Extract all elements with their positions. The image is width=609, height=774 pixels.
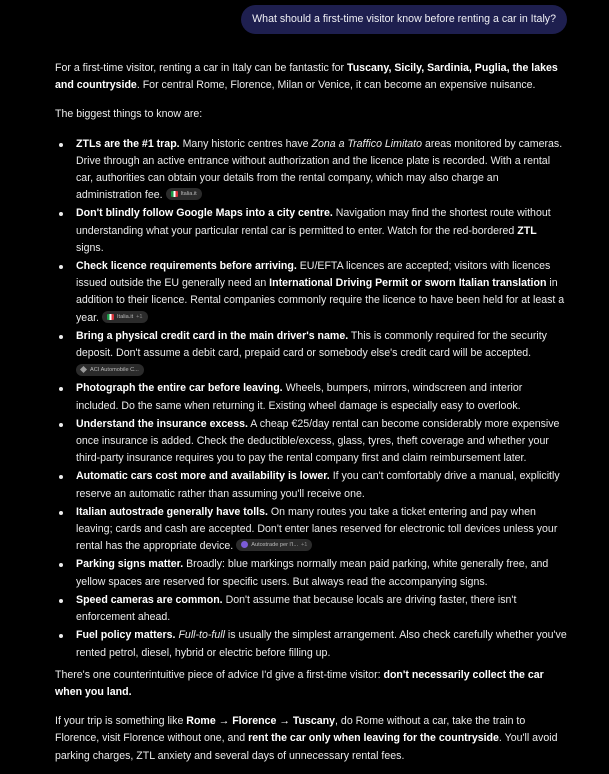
- parking-text-1: Broadly: blue markings normally mean paid parking, white generally free, and yellow spaces are reserved for specific users. But always read the accompanying signs.: [76, 558, 549, 588]
- intro-text-c: . For central Rome, Florence, Milan or Venice, it can become an expensive nuisance.: [136, 79, 536, 92]
- maps-ztl: ZTL: [517, 224, 537, 237]
- intro-text-a: For a first-time visitor, renting a car in Italy can be fantastic for: [55, 62, 348, 74]
- speed-text-1: Don't assume that because locals are driving faster, there isn't enforcement ahead.: [76, 593, 517, 624]
- citation-label: Italia.it: [180, 191, 197, 198]
- intro-regions: Tuscany, Sicily, Sardinia, Puglia, the lakes and countryside: [55, 62, 558, 92]
- trip-text-1: If your trip is something like: [55, 715, 187, 728]
- tips-list: [55, 136, 567, 662]
- citation-extra-count: +1: [136, 313, 143, 320]
- list-item-licence: [55, 258, 567, 327]
- maps-text-2: signs.: [76, 241, 104, 254]
- trip-route: Rome → Florence → Tuscany: [186, 715, 336, 728]
- citation-extra-count: +1: [301, 541, 308, 548]
- trip-text-2: , do Rome without a car, take the train to Florence, visit Florence without one, and: [55, 715, 526, 745]
- trip-advice: rent the car only when leaving for the countryside: [248, 732, 499, 745]
- list-item-automatic: [55, 468, 567, 502]
- lead-paragraph: The biggest things to know are:: [55, 108, 203, 121]
- fuel-term: Full-to-full: [178, 629, 225, 642]
- list-item-credit: [55, 328, 567, 380]
- ztl-term: Zona a Traffico Limitato: [311, 137, 423, 150]
- list-item-tolls: [55, 504, 567, 556]
- ztl-text-1: Many historic centres have: [179, 137, 312, 150]
- insurance-text-1: A cheap €25/day rental can become considerably more expensive once insurance is added. Check the deductible/excess, glass, tyres, theft coverage and whether your third-party insurance requires you to pay the rental company first and claim reimbursement later.: [76, 417, 560, 465]
- fuel-text-1: is usually the simplest arrangement. Also check carefully whether you've rented petrol, diesel, hybrid or electric before filling up.: [76, 629, 567, 659]
- automatic-heading: Automatic cars cost more and availability is lower.: [76, 470, 330, 483]
- insurance-heading: Understand the insurance excess.: [76, 417, 248, 430]
- trip-paragraph: [55, 713, 567, 765]
- list-item-photo: [55, 380, 567, 414]
- list-item-fuel: [55, 627, 567, 661]
- ztl-heading: ZTLs are the #1 trap.: [76, 137, 180, 150]
- citation-chip-italia-2[interactable]: [102, 311, 148, 323]
- licence-text-1: EU/EFTA licences are accepted; visitors with licences issued outside the EU generally need an: [76, 260, 551, 290]
- list-item-ztl: [55, 136, 567, 205]
- licence-text-2: in addition to their licence. Rental companies commonly require the licence to have been held for at least a year.: [76, 277, 565, 324]
- speed-heading: Speed cameras are common.: [76, 593, 223, 606]
- tolls-heading: Italian autostrade generally have tolls.: [76, 505, 268, 518]
- citation-label: Italia.it: [116, 313, 134, 320]
- citation-chip-autostrade[interactable]: [236, 539, 312, 551]
- credit-text-1: This is commonly required for the security deposit. Don't assume a debit card, prepaid card or somebody else's credit card will be accepted.: [76, 329, 547, 360]
- photo-heading: Photograph the entire car before leaving.: [76, 382, 283, 395]
- licence-heading: Check licence requirements before arriving.: [76, 260, 297, 273]
- list-item-insurance: [55, 416, 567, 468]
- user-message-row: [241, 5, 567, 34]
- licence-permit: International Driving Permit or sworn Italian translation: [269, 277, 547, 290]
- fuel-heading: Fuel policy matters.: [76, 629, 176, 642]
- ztl-text-2: areas monitored by cameras. Drive through an active entrance without authorization and the licence plate is recorded. With a rental car, authorities can obtain your details from the rental company, which may also charge an administration fee.: [76, 137, 563, 202]
- user-message-bubble: What should a first-time visitor know before renting a car in Italy?: [241, 5, 567, 34]
- italy-flag-icon: [171, 191, 178, 197]
- autostrade-logo-icon: [241, 541, 248, 548]
- parking-heading: Parking signs matter.: [76, 558, 184, 571]
- aci-logo-icon: [80, 366, 87, 373]
- photo-text-1: Wheels, bumpers, mirrors, windscreen and interior included. Do the same when returning it. Existing wheel damage is especially easy to overlook.: [76, 382, 523, 412]
- list-item-maps: [55, 205, 567, 257]
- counter-text: There's one counterintuitive piece of advice I'd give a first-time visitor:: [55, 668, 384, 681]
- counter-advice: don't necessarily collect the car when you land.: [55, 668, 544, 698]
- list-item-speed: [55, 592, 567, 626]
- citation-label: ACI Automobile C...: [90, 366, 139, 373]
- trip-text-3: . You'll avoid parking charges, ZTL anxiety and several days of unnecessary rental fees.: [55, 732, 558, 762]
- maps-text-1: Navigation may find the shortest route without understanding what your particular rental car is permitted to enter. Watch for the red-bordered: [76, 207, 551, 237]
- maps-heading: Don't blindly follow Google Maps into a city centre.: [76, 207, 333, 220]
- intro-paragraph: [55, 60, 567, 94]
- citation-chip-aci[interactable]: [76, 364, 144, 376]
- citation-chip-italia[interactable]: [166, 188, 202, 200]
- automatic-text-1: If you can't comfortably drive a manual, explicitly reserve an automatic rather than assuming you'll receive one.: [76, 470, 560, 500]
- tolls-text-1: On many routes you take a ticket entering and pay when leaving; cards and cash are accepted. Don't enter lanes reserved for electronic toll devices unless your rental has the appropriate device.: [76, 505, 558, 553]
- assistant-response: [55, 60, 567, 765]
- counterintuitive-paragraph: [55, 667, 567, 701]
- citation-label: Autostrade per l'I...: [251, 541, 299, 548]
- credit-heading: Bring a physical credit card in the main driver's name.: [76, 329, 349, 342]
- italy-flag-icon: [107, 314, 114, 320]
- list-item-parking: [55, 556, 567, 590]
